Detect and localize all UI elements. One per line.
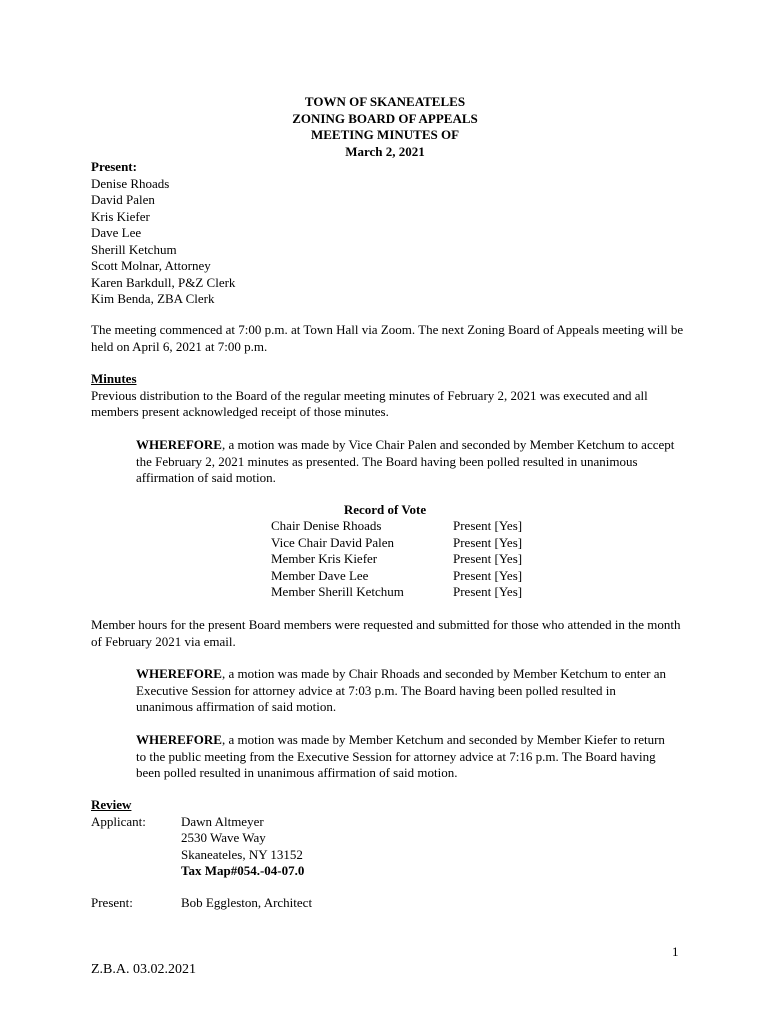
vote-status: Present [Yes] [453, 534, 523, 550]
vote-row [271, 518, 522, 535]
vote-member: Member Dave Lee [271, 567, 369, 583]
motion-text: , a motion was made by Member Ketchum and seconded by Member Kiefer to return to the public meeting from the Executive Session for attorney advice at 7:16 p.m. The Board having been polled resulted in unanimous affirmation of said motion. [136, 732, 665, 780]
header-town: TOWN OF SKANEATELES [304, 94, 466, 109]
motion-lead: WHEREFORE [136, 666, 222, 681]
motion-text: , a motion was made by Vice Chair Palen and seconded by Member Ketchum to accept the February 2, 2021 minutes as presented. The Board having been polled resulted in unanimous affirmation of said motion. [136, 437, 675, 485]
vote-row [271, 568, 522, 585]
motion-lead: WHEREFORE [136, 437, 222, 452]
review-present-value: Bob Eggleston, Architect [181, 895, 313, 910]
attendee: Scott Molnar, Attorney [91, 258, 211, 273]
review-heading: Review [91, 797, 132, 812]
minutes-section [91, 371, 691, 421]
record-of-vote-title: Record of Vote [343, 502, 427, 517]
tax-map-number: Tax Map#054.-04-07.0 [181, 863, 305, 878]
attendee: Sherill Ketchum [91, 241, 177, 257]
applicant-label: Applicant: [91, 813, 146, 829]
minutes-text: Previous distribution to the Board of the regular meeting minutes of February 2, 2021 was executed and all members present acknowledged receipt of those minutes. [91, 387, 648, 419]
applicant-address-line1: 2530 Wave Way [181, 830, 266, 845]
vote-member: Chair Denise Rhoads [271, 518, 382, 533]
attendee: Kris Kiefer [91, 208, 150, 224]
page-number: 1 [672, 944, 679, 959]
header-board: ZONING BOARD OF APPEALS [292, 110, 478, 126]
intro-paragraph: The meeting commenced at 7:00 p.m. at Town Hall via Zoom. The next Zoning Board of Appeals meeting will be held on April 6, 2021 at 7:00 p.m. [91, 322, 684, 354]
vote-row [271, 551, 522, 568]
motion-text: , a motion was made by Chair Rhoads and seconded by Member Ketchum to enter an Executive Session for attorney advice at 7:03 p.m. The Board having been polled resulted in unanimous affirmation of said motion. [136, 666, 667, 714]
header-title: MEETING MINUTES OF [310, 127, 460, 142]
vote-status: Present [Yes] [453, 518, 523, 533]
applicant-name: Dawn Altmeyer [181, 813, 264, 829]
motion-lead: WHEREFORE [136, 732, 222, 747]
attendee: Karen Barkdull, P&Z Clerk [91, 274, 236, 290]
document-header [0, 94, 770, 160]
minutes-heading: Minutes [91, 371, 137, 386]
vote-member: Member Kris Kiefer [271, 551, 378, 567]
motion-paragraph-2 [136, 666, 676, 716]
attendance-list [91, 159, 235, 308]
vote-table [271, 518, 522, 601]
motion-paragraph-1 [136, 437, 676, 487]
vote-status: Present [Yes] [453, 584, 523, 600]
attendee: David Palen [91, 192, 155, 207]
vote-member: Member Sherill Ketchum [271, 584, 404, 600]
attendee: Dave Lee [91, 225, 142, 240]
vote-row [271, 584, 522, 601]
vote-row [271, 535, 522, 552]
present-label: Present: [91, 159, 137, 174]
vote-status: Present [Yes] [453, 551, 523, 567]
member-hours-paragraph: Member hours for the present Board members were requested and submitted for those who attended in the month of February 2021 via email. [91, 617, 681, 649]
attendee: Denise Rhoads [91, 175, 170, 191]
vote-status: Present [Yes] [453, 567, 523, 583]
header-date: March 2, 2021 [345, 143, 425, 159]
vote-member: Vice Chair David Palen [271, 534, 395, 550]
attendee: Kim Benda, ZBA Clerk [91, 291, 215, 306]
document-footer: Z.B.A. 03.02.2021 [91, 962, 196, 977]
review-present-label: Present: [91, 895, 133, 910]
motion-paragraph-3 [136, 732, 676, 782]
applicant-address-line2: Skaneateles, NY 13152 [181, 846, 303, 862]
